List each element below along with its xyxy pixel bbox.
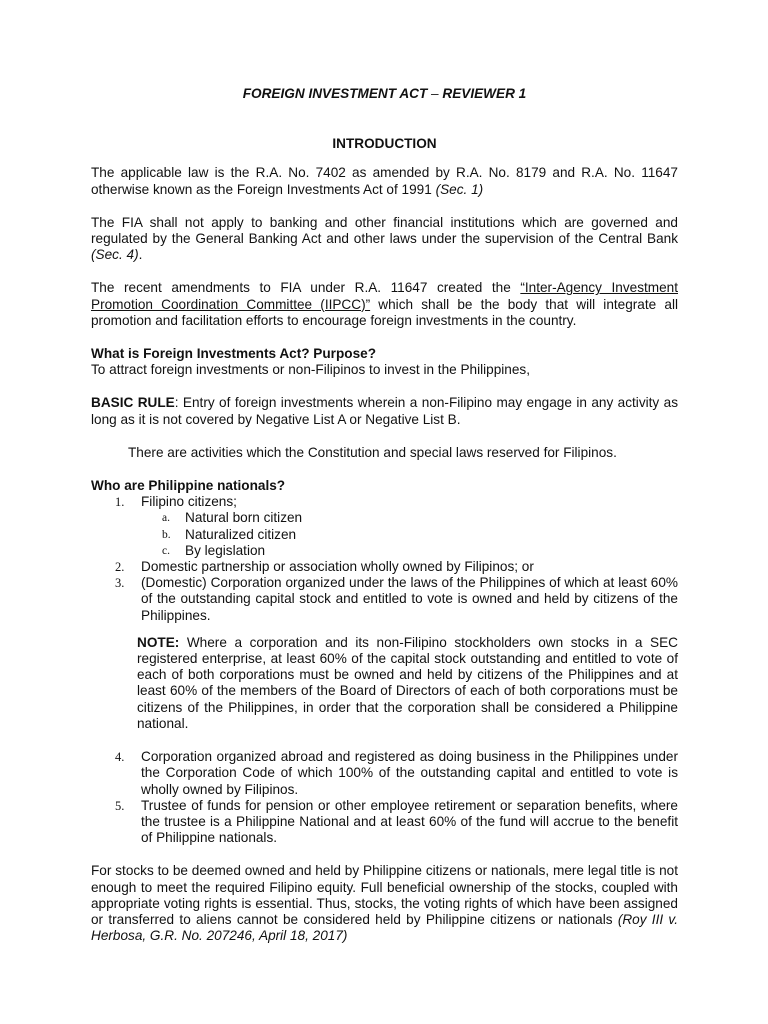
list-text: Filipino citizens; xyxy=(141,494,237,510)
sub-list-item xyxy=(91,527,678,543)
list-number: 3. xyxy=(115,576,125,591)
paragraph-basic-rule xyxy=(91,395,678,427)
list-item xyxy=(91,494,678,510)
paragraph-beneficial-ownership xyxy=(91,863,678,944)
list-item xyxy=(91,575,678,624)
p2-text: The FIA shall not apply to banking and other financial institutions which are governed and regulated by the General Banking Act and other laws under the supervision of the Central Bank xyxy=(91,214,678,247)
title-sub: REVIEWER 1 xyxy=(442,86,527,101)
document-title xyxy=(91,86,678,102)
list-number: 1. xyxy=(115,495,125,510)
p2-citation: (Sec. 4) xyxy=(91,247,139,263)
list-number: 4. xyxy=(115,750,125,765)
sub-list-text: By legislation xyxy=(185,542,266,558)
list-text: Corporation organized abroad and registered as doing business in the Philippines under the Corporation Code of which 100% of the outstanding capital and entitled to vote is wholly owned by Filipinos. xyxy=(141,749,678,797)
sub-list-item xyxy=(91,543,678,559)
answer-purpose: To attract foreign investments or non-Filipinos to invest in the Philippines, xyxy=(91,362,530,378)
sub-list-item xyxy=(91,510,678,526)
sub-list-letter: b. xyxy=(162,528,171,541)
sub-list-text: Natural born citizen xyxy=(185,510,303,526)
list-item xyxy=(91,798,678,847)
sub-list-text: Naturalized citizen xyxy=(185,526,297,542)
nationals-list-continued xyxy=(91,749,678,846)
note-block xyxy=(91,635,678,732)
sub-list-letter: c. xyxy=(162,544,170,557)
sub-list-letter: a. xyxy=(162,512,170,525)
list-number: 5. xyxy=(115,798,125,813)
basic-rule-label: BASIC RULE xyxy=(91,395,175,411)
list-text: Domestic partnership or association wholly owned by Filipinos; or xyxy=(141,559,534,575)
intro-heading: INTRODUCTION xyxy=(332,136,437,152)
basic-rule-text: : Entry of foreign investments wherein a non-Filipino may engage in any activity as long as it is not covered by Negative List A or Negative List B. xyxy=(91,395,678,427)
list-item xyxy=(91,559,678,575)
p1-text: The applicable law is the R.A. No. 7402 as amended by R.A. No. 8179 and R.A. No. 11647 otherwise known as the Foreign Investments Act of 1991 xyxy=(91,165,678,197)
p1-citation: (Sec. 1) xyxy=(435,181,484,197)
list-text: Trustee of funds for pension or other employee retirement or separation benefits, where the trustee is a Philippine National and at least 60% of the fund will accrue to the benefit of Philippine nationals. xyxy=(141,797,678,846)
paragraph-applicable-law xyxy=(91,165,678,197)
title-dash: – xyxy=(427,86,443,101)
p2-end: . xyxy=(138,247,143,263)
title-main: FOREIGN INVESTMENT ACT xyxy=(242,86,428,101)
final-text: For stocks to be deemed owned and held by Philippine citizens or nationals, mere legal title is not enough to meet the required Filipino equity. Full beneficial ownership of the stocks, coupled with appropriate voting rights is essential. Thus, stocks, the voting rights of which have been assigned or transferred to aliens cannot be considered held by Philippine citizens or nationals xyxy=(91,863,678,927)
list-item xyxy=(91,749,678,798)
note-text: Where a corporation and its non-Filipino stockholders own stocks in a SEC registered enterprise, at least 60% of the capital stock outstanding and entitled to vote of each of both corporations must be owned and held by citizens of the Philippines and at least 60% of the members of the Board of Directors of each of both corporations must be citizens of the Philippines, in order that the corporation shall be considered a Philippine national. xyxy=(137,634,678,731)
p3-pre: The recent amendments to FIA under R.A. 11647 created the xyxy=(91,280,521,296)
nationals-list xyxy=(91,494,678,624)
note-label: NOTE: xyxy=(137,634,180,650)
question-nationals: Who are Philippine nationals? xyxy=(91,478,286,494)
question-purpose: What is Foreign Investments Act? Purpose? xyxy=(91,346,377,362)
list-number: 2. xyxy=(115,560,125,575)
paragraph-reserved-activities: There are activities which the Constitution and special laws reserved for Filipinos. xyxy=(128,444,617,460)
p3-post: which shall be the body that will integrate all promotion and facilitation efforts to encourage foreign investments in the country. xyxy=(91,296,678,328)
case-citation: (Roy III v. Herbosa, G.R. No. 207246, April 18, 2017) xyxy=(91,911,679,944)
paragraph-iipcc xyxy=(91,280,678,329)
paragraph-fia-scope xyxy=(91,215,678,264)
iipcc-underlined-term: “Inter-Agency Investment Promotion Coordination Committee (IIPCC)” xyxy=(91,280,678,312)
list-text: (Domestic) Corporation organized under the laws of the Philippines of which at least 60% of the outstanding capital stock and entitled to vote is owned and held by citizens of the Philippines. xyxy=(141,575,678,623)
